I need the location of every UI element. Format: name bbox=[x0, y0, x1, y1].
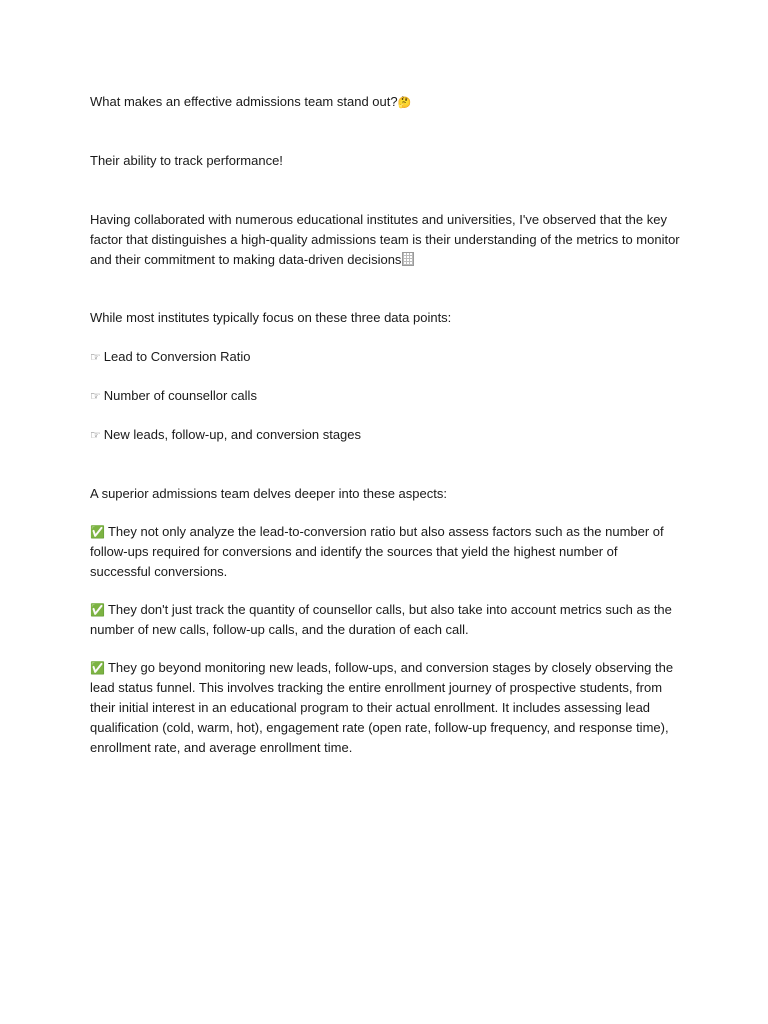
superior-point-2 bbox=[90, 600, 680, 640]
common-intro: While most institutes typically focus on these three data points: bbox=[90, 310, 452, 325]
pointing-hand-icon: ☞ bbox=[90, 350, 101, 364]
superior-point-text: They not only analyze the lead-to-conversion ratio but also assess factors such as the number of follow-ups required for conversions and identify the sources that yield the highest number of successful conversions. bbox=[90, 524, 664, 579]
common-point-1 bbox=[90, 347, 680, 367]
hook-question bbox=[90, 92, 680, 113]
superior-point-1 bbox=[90, 522, 680, 582]
hook-text: What makes an effective admissions team stand out? bbox=[90, 94, 398, 109]
document-body bbox=[90, 92, 680, 758]
chart-emoji-icon bbox=[402, 252, 414, 266]
intro-text: Having collaborated with numerous educational institutes and universities, I've observed that the key factor that distinguishes a high-quality admissions team is their understanding of the metrics to monitor and their commitment to making data-driven decisions bbox=[90, 212, 680, 267]
common-point-2 bbox=[90, 386, 680, 406]
answer-line: Their ability to track performance! bbox=[90, 153, 283, 168]
check-mark-icon: ✅ bbox=[90, 525, 105, 539]
common-point-text: Lead to Conversion Ratio bbox=[103, 349, 251, 364]
common-point-text: Number of counsellor calls bbox=[103, 388, 257, 403]
check-mark-icon: ✅ bbox=[90, 661, 105, 675]
check-mark-icon: ✅ bbox=[90, 603, 105, 617]
common-point-text: New leads, follow-up, and conversion stages bbox=[103, 427, 362, 442]
pointing-hand-icon: ☞ bbox=[90, 389, 101, 403]
superior-point-text: They don't just track the quantity of counsellor calls, but also take into account metrics such as the number of new calls, follow-up calls, and the duration of each call. bbox=[90, 602, 672, 637]
intro-paragraph bbox=[90, 210, 680, 270]
superior-intro: A superior admissions team delves deeper into these aspects: bbox=[90, 486, 447, 501]
superior-point-text: They go beyond monitoring new leads, follow-ups, and conversion stages by closely observing the lead status funnel. This involves tracking the entire enrollment journey of prospective students, from their initial interest in an educational program to their actual enrollment. It includes assessing lead qualification (cold, warm, hot), engagement rate (open rate, follow-up frequency, and response time), enrollment rate, and average enrollment time. bbox=[90, 660, 674, 755]
common-point-3 bbox=[90, 425, 680, 445]
thinking-emoji-icon: 🤔 bbox=[397, 96, 412, 109]
superior-point-3 bbox=[90, 658, 680, 758]
pointing-hand-icon: ☞ bbox=[90, 428, 101, 442]
